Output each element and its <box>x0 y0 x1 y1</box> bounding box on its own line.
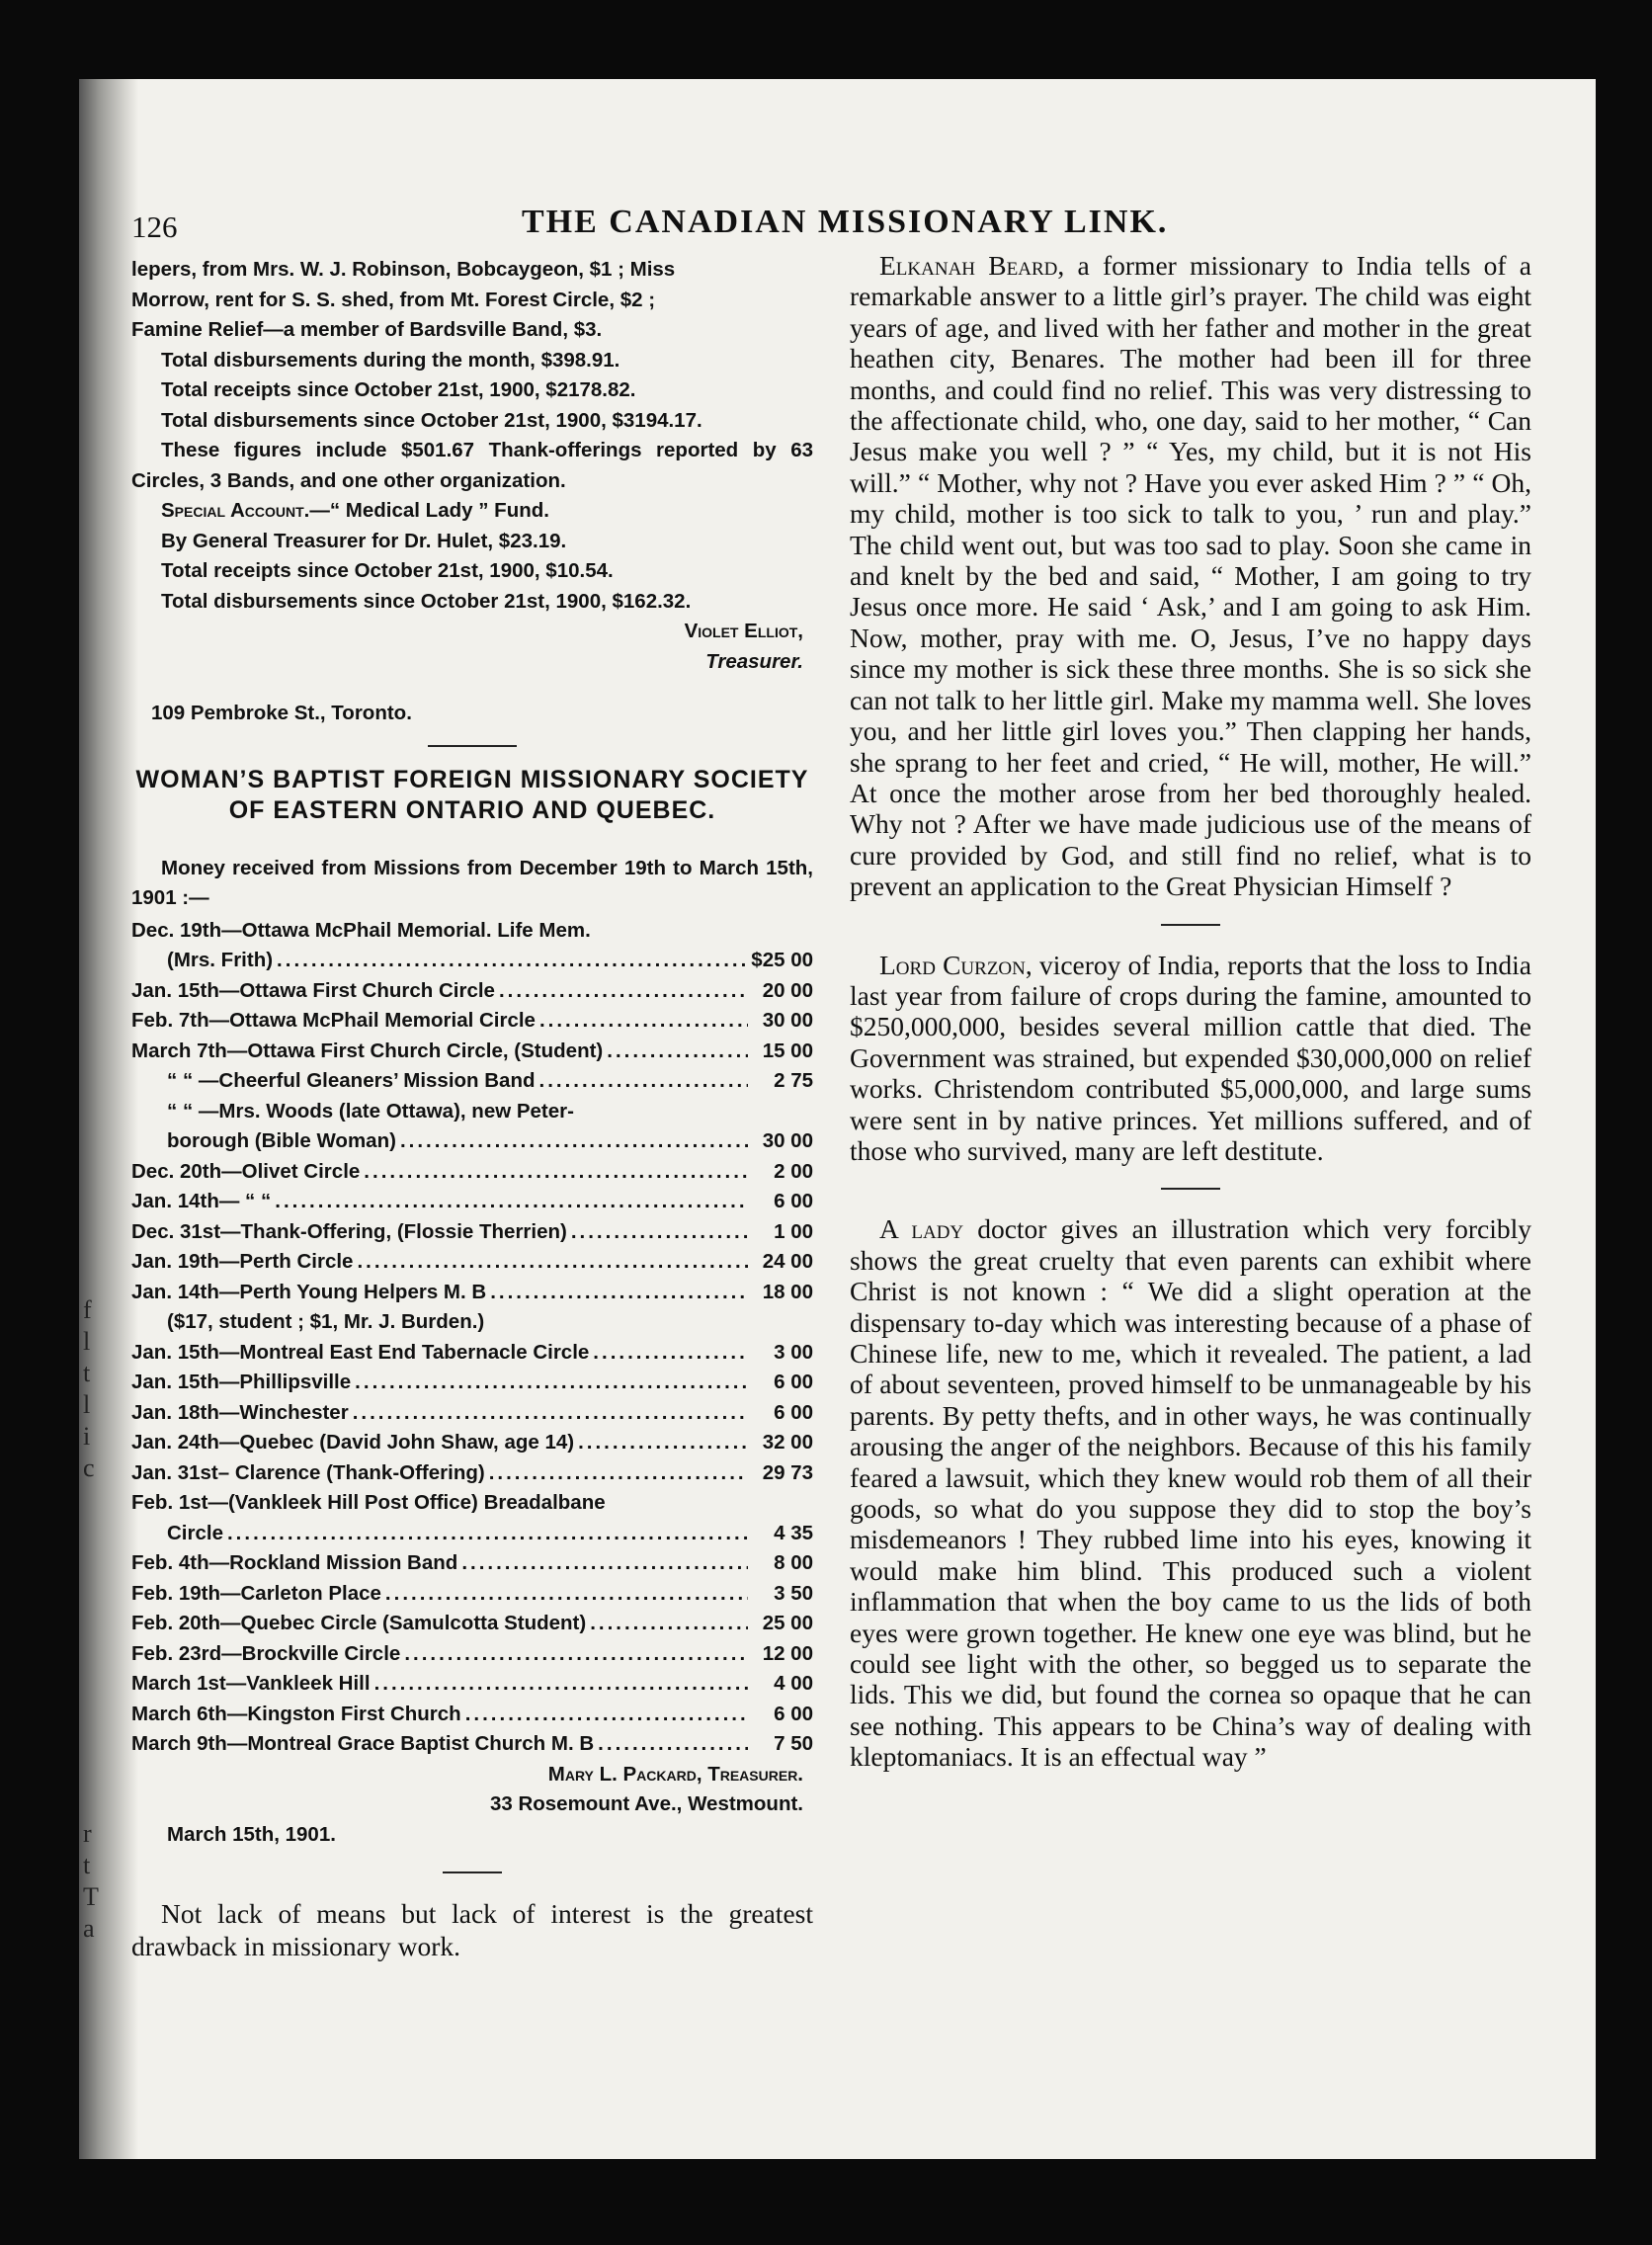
ledger-dot-leader <box>607 1037 748 1067</box>
ledger-entry-description: Dec. 19th—Ottawa McPhail Memorial. Life Mem. <box>131 918 591 942</box>
ledger-entry-amount: 6 00 <box>774 1371 813 1393</box>
facing-page-margin-letters-lower <box>83 1818 103 1945</box>
article-lord-curzon <box>850 950 1531 1167</box>
margin-letter: l <box>83 1390 91 1419</box>
ledger-dot-leader <box>571 1217 748 1248</box>
ledger-list <box>131 916 813 1760</box>
ledger-entry <box>131 1037 813 1067</box>
ledger-entry <box>131 1548 813 1579</box>
ledger-dot-leader <box>593 1338 748 1369</box>
ledger-entry-amount: 30 00 <box>762 1009 813 1032</box>
ledger-entry-amount: 25 00 <box>762 1612 813 1634</box>
right-column <box>850 250 1531 1773</box>
ledger-entry-description: Dec. 20th—Olivet Circle <box>131 1159 361 1183</box>
ledger-signature: Mary L. Packard, Treasurer. <box>547 1762 803 1786</box>
ledger-entry <box>131 1579 813 1610</box>
margin-letter: i <box>83 1422 91 1451</box>
ledger-entry-description: March 1st—Vankleek Hill <box>131 1672 371 1695</box>
margin-letter: T <box>83 1882 99 1911</box>
ledger-entry-amount: 15 00 <box>762 1039 813 1062</box>
article-body: doctor gives an illustration which very forcibly shows the great cruelty that even parents can exhibit where Christ is not known : “ We did a slight operation at the dispensary to-day which was interesting because of a phase of Chinese life, new to me, which it revealed. The patient, a lad of about seventeen, proved himself to be unmanageable by his parents. By petty thefts, and in other ways, he was continually arousing the anger of the neighbors. Because of this his family feared a lawsuit, which they knew would rob them of all their goods, so what do you suppose they did to stop the boy’s misdemeanors ! They rubbed lime into his eyes, knowing it would make him blind. This produced such a violent inflammation that when the boy came to us the lids of both eyes were grown together. He knew one eye was blind, but he could see light with the other, so begged us to separate the lids. This we did, but found the cornea so opaque that he can see nothing. This appears to be China’s way of dealing with kleptomaniacs. It is an effectual way ” <box>850 1213 1531 1773</box>
ledger-entry-amount: 2 75 <box>774 1069 813 1092</box>
total-line: Total disbursements during the month, $398.91. <box>161 348 620 372</box>
margin-letter: r <box>83 1819 92 1848</box>
ledger-entry-amount: 7 50 <box>774 1732 813 1755</box>
closing-remark: Not lack of means but lack of interest is the greatest drawback in missionary work. <box>131 1898 813 1961</box>
ledger-dot-leader <box>355 1368 748 1398</box>
ledger-entry-description: March 7th—Ottawa First Church Circle, (Student) <box>131 1039 604 1062</box>
ledger-dot-leader <box>404 1639 748 1670</box>
thank-offerings-note: These figures include $501.67 Thank-offerings reported by 63 Circles, 3 Bands, and one other organization. <box>131 439 813 492</box>
ledger-entry <box>131 1307 813 1338</box>
treasurer-signature: Violet Elliot, <box>684 620 803 642</box>
ledger-entry <box>131 1217 813 1248</box>
ledger-entry-amount: 30 00 <box>762 1129 813 1152</box>
ledger-entry-description: Jan. 15th—Montreal East End Tabernacle Circle <box>131 1340 590 1364</box>
ledger-entry-description: Feb. 1st—(Vankleek Hill Post Office) Breadalbane <box>131 1491 606 1514</box>
ledger-dot-leader <box>374 1669 748 1700</box>
ledger-dot-leader <box>590 1609 748 1639</box>
ledger-entry-description: Jan. 24th—Quebec (David John Shaw, age 14) <box>131 1431 575 1454</box>
total-line: Total disbursements since October 21st, 1900, $3194.17. <box>161 408 702 432</box>
ledger-dot-leader <box>385 1579 748 1610</box>
ledger-entry-amount: 20 00 <box>762 978 813 1002</box>
text-line: Morrow, rent for S. S. shed, from Mt. Forest Circle, $2 ; <box>131 288 656 311</box>
treasurer-role: Treasurer. <box>705 649 803 673</box>
section-divider <box>1161 1188 1220 1190</box>
ledger-dot-leader <box>499 976 748 1007</box>
ledger-entry-description: “ “ —Mrs. Woods (late Ottawa), new Peter- <box>167 1099 574 1122</box>
ledger-entry <box>131 1247 813 1278</box>
ledger-entry-description: March 6th—Kingston First Church <box>131 1702 461 1725</box>
ledger-dot-leader <box>490 1278 748 1308</box>
ledger-entry-amount: 6 00 <box>774 1400 813 1424</box>
ledger-entry <box>131 1066 813 1097</box>
ledger-entry-amount: 3 00 <box>774 1340 813 1364</box>
ledger-entry-description: Circle <box>167 1521 223 1544</box>
ledger-entry-description: Feb. 19th—Carleton Place <box>131 1581 381 1605</box>
page-number: 126 <box>131 209 178 244</box>
ledger-entry-description: Jan. 14th—Perth Young Helpers M. B <box>131 1280 487 1303</box>
ledger-entry <box>131 1338 813 1369</box>
margin-letter: c <box>83 1454 95 1482</box>
ledger-entry-amount: 24 00 <box>762 1250 813 1273</box>
text-line: Famine Relief—a member of Bardsville Band, $3. <box>131 318 603 341</box>
ledger-entry-description: Jan. 18th—Winchester <box>131 1400 349 1424</box>
ledger-intro: Money received from Missions from December 19th to March 15th, 1901 :— <box>131 856 813 909</box>
ledger-entry <box>131 1639 813 1670</box>
section-divider <box>428 745 517 747</box>
ledger-entry-amount: 2 00 <box>774 1159 813 1183</box>
left-column <box>131 255 813 1962</box>
article-lead: Lord Curzon, <box>879 949 1032 980</box>
ledger-entry <box>131 1006 813 1037</box>
section-divider <box>1161 924 1220 926</box>
ledger-entry-amount: 29 73 <box>762 1460 813 1484</box>
ledger-entry <box>131 1278 813 1308</box>
ledger-entry-description: Feb. 7th—Ottawa McPhail Memorial Circle <box>131 1009 536 1032</box>
ledger-dot-leader <box>598 1729 748 1760</box>
ledger-entry-amount: 32 00 <box>762 1431 813 1454</box>
ledger-entry <box>131 916 813 947</box>
ledger-entry-description: Jan. 19th—Perth Circle <box>131 1250 354 1273</box>
margin-letter: f <box>83 1295 92 1324</box>
special-account-line <box>131 496 813 527</box>
ledger-entry <box>131 1729 813 1760</box>
ledger-entry-amount: 3 50 <box>774 1581 813 1605</box>
article-elkanah-beard <box>850 250 1531 902</box>
ledger-entry <box>131 1398 813 1429</box>
article-lady-doctor <box>850 1213 1531 1772</box>
margin-letter: t <box>83 1359 91 1387</box>
article-lead: A lady <box>879 1213 964 1245</box>
ledger-entry-description: (Mrs. Frith) <box>167 949 274 971</box>
ledger-entry <box>131 1126 813 1157</box>
ledger-entry <box>131 1609 813 1639</box>
ledger-entry-amount: 6 00 <box>774 1702 813 1725</box>
ledger-entry <box>131 1669 813 1700</box>
margin-letter: a <box>83 1914 95 1943</box>
ledger-entry-amount: $25 00 <box>751 949 813 971</box>
ledger-dot-leader <box>277 946 747 976</box>
ledger-entry-amount: 12 00 <box>762 1641 813 1665</box>
ledger-entry <box>131 1097 813 1127</box>
ledger-entry-amount: 8 00 <box>774 1551 813 1574</box>
ledger-entry-description: Jan. 15th—Ottawa First Church Circle <box>131 978 495 1002</box>
ledger-entry <box>131 1458 813 1489</box>
ledger-dot-leader <box>539 1066 748 1097</box>
ledger-date: March 15th, 1901. <box>167 1822 336 1846</box>
society-title: WOMAN’S BAPTIST FOREIGN MISSIONARY SOCIETY OF EASTERN ONTARIO AND QUEBEC. <box>135 765 809 824</box>
ledger-entry-description: Feb. 20th—Quebec Circle (Samulcotta Student) <box>131 1612 587 1634</box>
ledger-dot-leader <box>364 1157 748 1188</box>
ledger-dot-leader <box>353 1398 748 1429</box>
ledger-dot-leader <box>539 1006 748 1037</box>
ledger-entry <box>131 1187 813 1217</box>
ledger-dot-leader <box>227 1519 748 1549</box>
page-header <box>131 204 1544 243</box>
special-line: Total receipts since October 21st, 1900, $10.54. <box>161 559 614 582</box>
ledger-entry <box>131 1428 813 1458</box>
article-body: a former missionary to India tells of a remarkable answer to a little girl’s prayer. The child was eight years of age, and lived with her father and mother in the great heathen city, Benares. The mother had been ill for three months, and could find no relief. This was very distressing to the affectionate child, who, one day, said to her mother, “ Can Jesus make you well ? ” “ Yes, my child, but it is not His will.” “ Mother, why not ? Have you ever asked Him ? ” “ Oh, my child, mother is too sick to talk to you, ’ run and play.” The child went out, but was too sad to play. Soon she came in and knelt by the bed and said, “ Mother, I am going to try Jesus once more. He said ‘ Ask,’ and I am going to ask Him. Now, mother, pray with me. O, Jesus, I’ve no happy days since my mother is sick these three months. She is so sick she can not talk to her little girl. Make my mamma well. She loves you, and her little girl loves you.” Then clapping her hands, she sprang to her feet and cried, “ He will, mother, He will.” At once the mother arose from her bed thoroughly healed. Why not ? After we have made judicious use of the means of cure provided by God, and still find no relief, what is to prevent an application to the Great Physician Himself ? <box>850 250 1531 902</box>
ledger-entry-description: Feb. 23rd—Brockville Circle <box>131 1641 401 1665</box>
ledger-entry <box>131 1368 813 1398</box>
text-line: lepers, from Mrs. W. J. Robinson, Bobcaygeon, $1 ; Miss <box>131 258 676 281</box>
article-lead: Elkanah Beard, <box>879 250 1065 281</box>
facing-page-margin-letters <box>83 1294 103 1484</box>
running-head: THE CANADIAN MISSIONARY LINK. <box>522 204 1169 240</box>
ledger-dot-leader <box>357 1247 748 1278</box>
ledger-entry-amount: 6 00 <box>774 1190 813 1212</box>
ledger-dot-leader <box>465 1700 748 1730</box>
ledger-entry-description: ($17, student ; $1, Mr. J. Burden.) <box>167 1310 485 1333</box>
ledger-dot-leader <box>275 1187 748 1217</box>
ledger-entry-description: March 9th—Montreal Grace Baptist Church M. B <box>131 1732 595 1755</box>
ledger-dot-leader <box>400 1126 748 1157</box>
article-body: viceroy of India, reports that the loss to India last year from failure of crops during the famine, amounted to $250,000,000, besides several million cattle that died. The Government was strained, but expended $30,000,000 on relief works. Christendom contributed $5,000,000, and large sums were sent in by native princes. Yet millions suffered, and of those who survived, many are left destitute. <box>850 949 1531 1166</box>
ledger-entry-description: “ “ —Cheerful Gleaners’ Mission Band <box>167 1069 536 1092</box>
special-account-fund: —“ Medical Lady ” Fund. <box>309 499 549 522</box>
ledger-entry <box>131 1519 813 1549</box>
ledger-entry <box>131 1700 813 1730</box>
section-divider <box>443 1871 502 1873</box>
ledger-entry-description: Feb. 4th—Rockland Mission Band <box>131 1551 458 1574</box>
ledger-entry-description: Jan. 14th— “ “ <box>131 1190 272 1212</box>
special-line: By General Treasurer for Dr. Hulet, $23.19. <box>161 529 567 552</box>
ledger-entry <box>131 1157 813 1188</box>
treasurer-address: 109 Pembroke St., Toronto. <box>151 702 412 724</box>
ledger-dot-leader <box>461 1548 748 1579</box>
ledger-dot-leader <box>578 1428 748 1458</box>
ledger-entry-description: Jan. 15th—Phillipsville <box>131 1371 352 1393</box>
special-account-label: Special Account. <box>161 499 310 522</box>
ledger-dot-leader <box>489 1458 748 1489</box>
ledger-entry-amount: 4 35 <box>774 1521 813 1544</box>
ledger-entry-amount: 4 00 <box>774 1672 813 1695</box>
ledger-entry-amount: 18 00 <box>762 1280 813 1303</box>
margin-letter: l <box>83 1327 91 1356</box>
ledger-entry <box>131 1488 813 1519</box>
special-line: Total disbursements since October 21st, 1900, $162.32. <box>161 589 692 613</box>
total-line: Total receipts since October 21st, 1900, $2178.82. <box>161 378 636 401</box>
ledger-entry <box>131 976 813 1007</box>
ledger-entry-description: Dec. 31st—Thank-Offering, (Flossie Therrien) <box>131 1219 567 1243</box>
ledger-entry-description: Jan. 31st– Clarence (Thank-Offering) <box>131 1460 485 1484</box>
ledger-entry-description: borough (Bible Woman) <box>167 1129 396 1152</box>
ledger-entry <box>131 946 813 976</box>
ledger-address: 33 Rosemount Ave., Westmount. <box>489 1792 803 1815</box>
margin-letter: t <box>83 1851 91 1879</box>
ledger-entry-amount: 1 00 <box>774 1219 813 1243</box>
